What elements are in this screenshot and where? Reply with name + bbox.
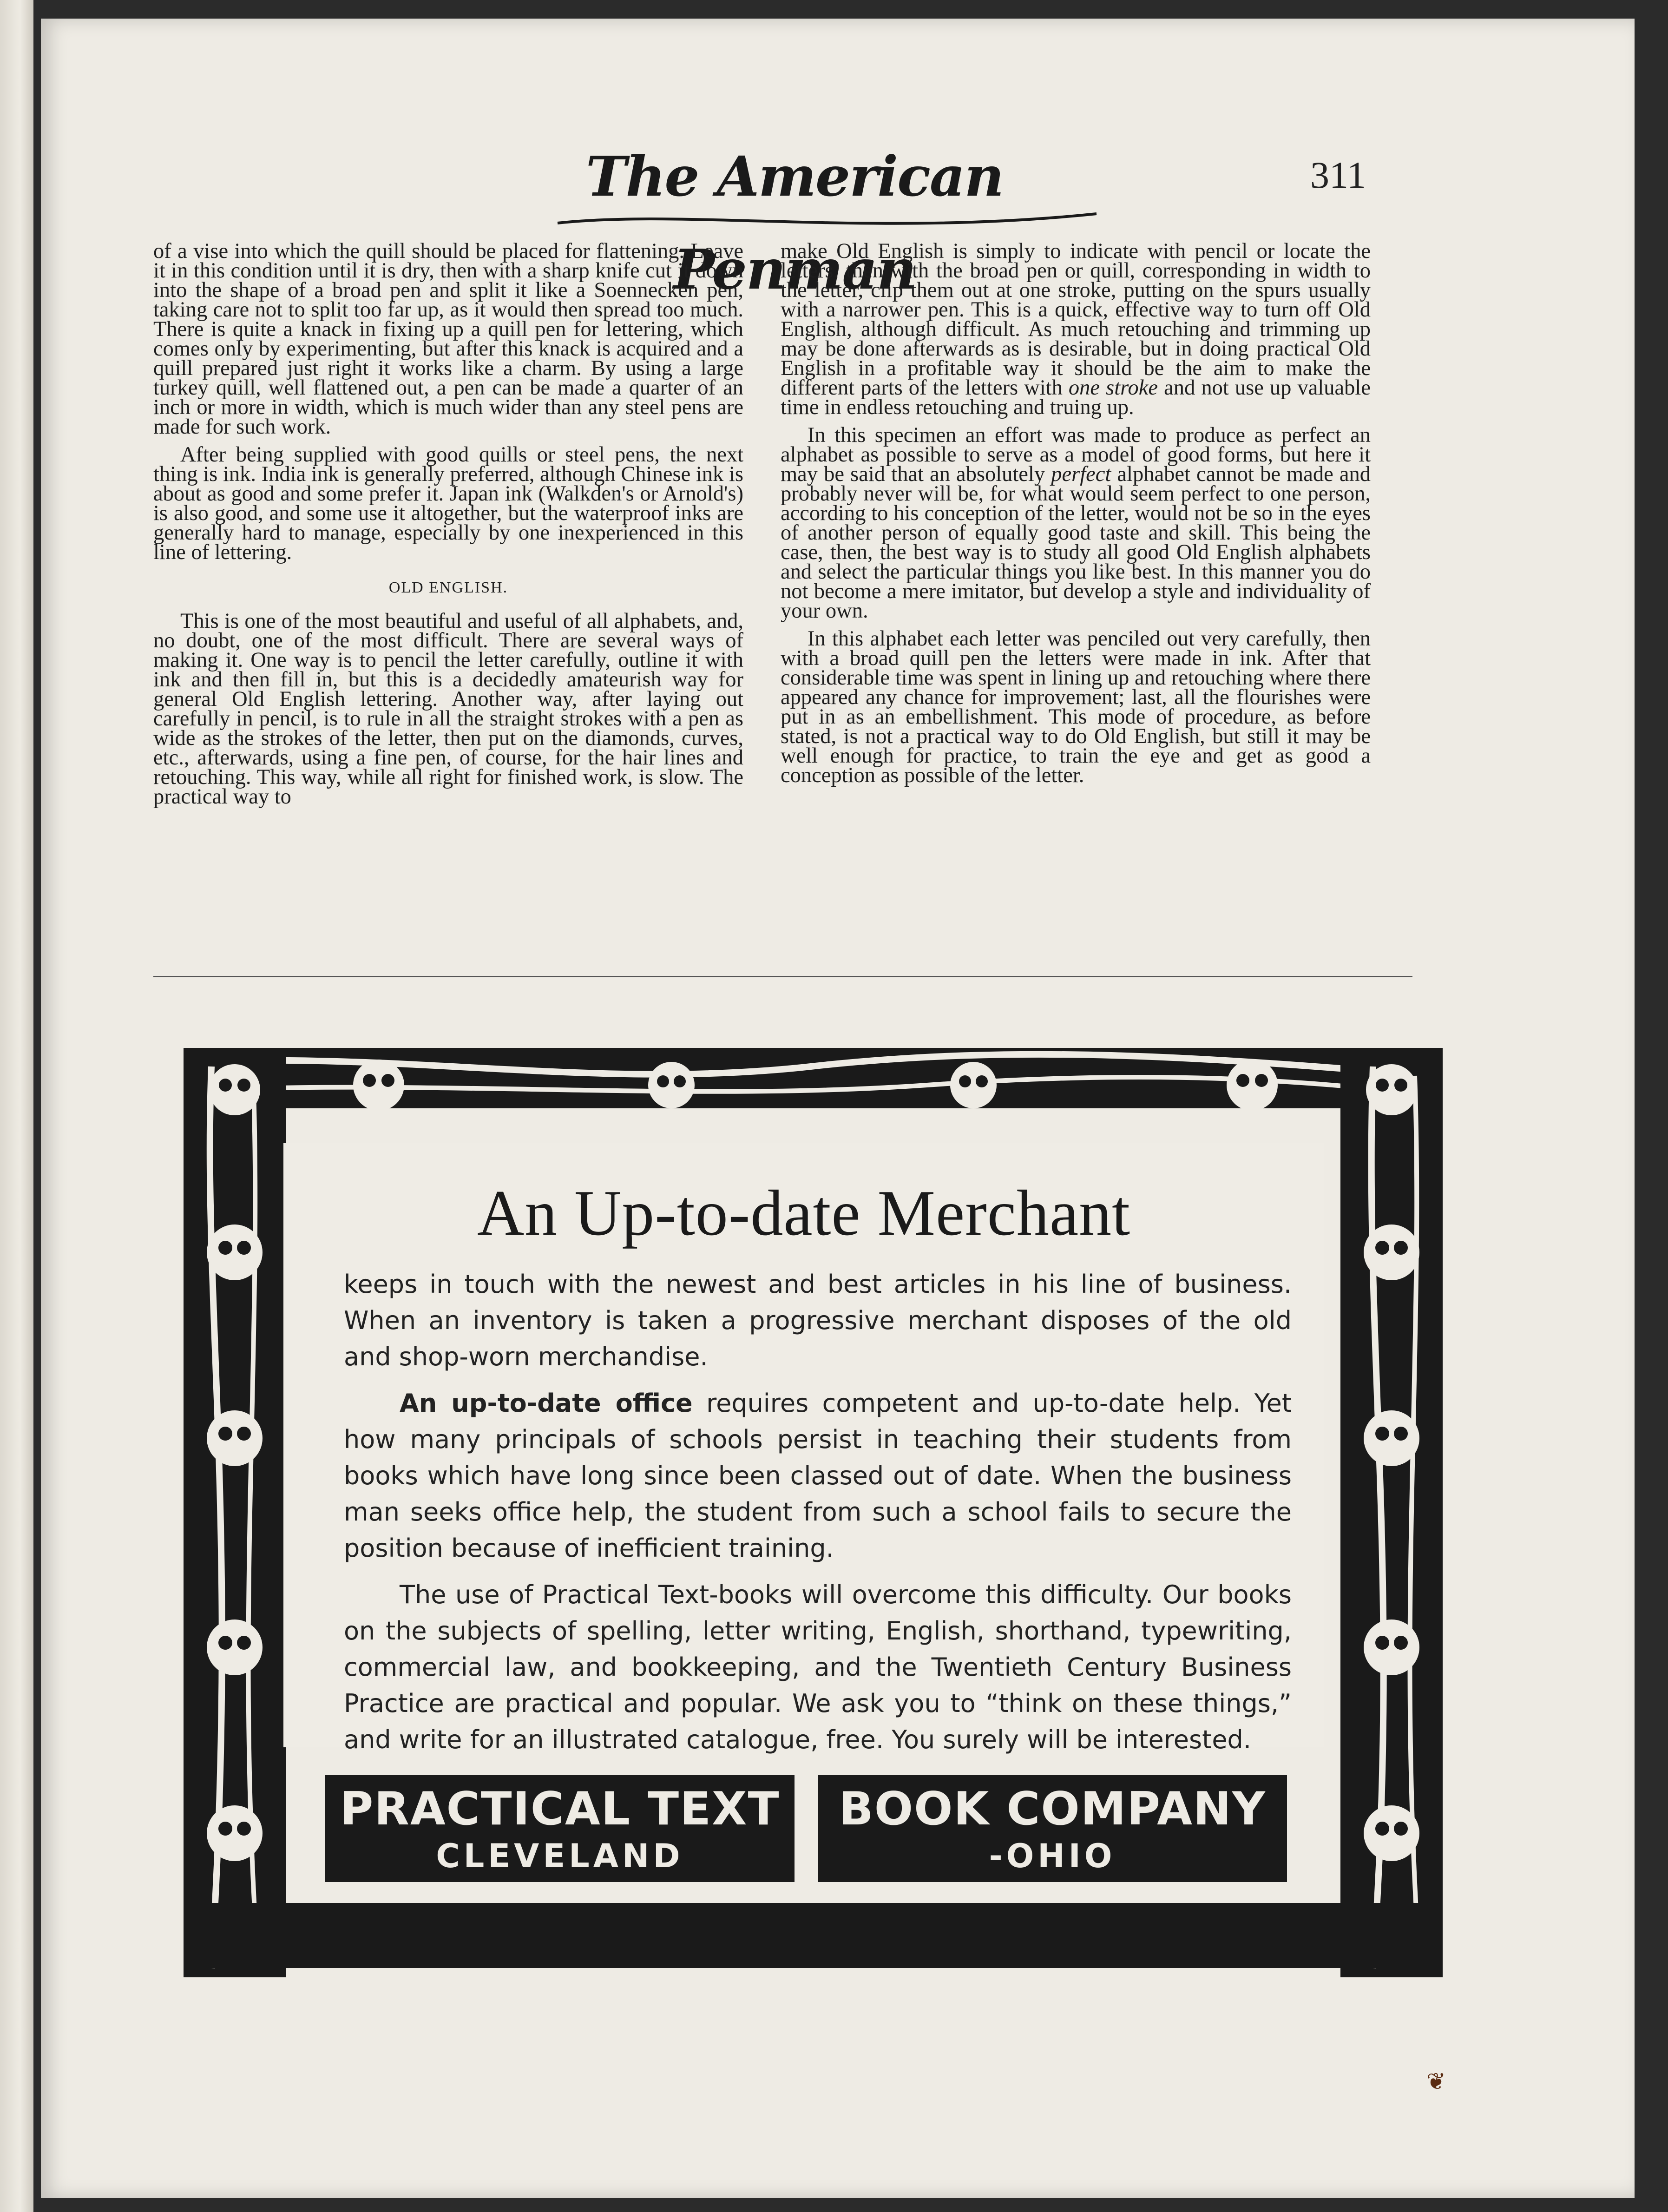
masthead-flourish-icon xyxy=(548,204,1106,232)
article-paragraph: make Old English is simply to indicate with pencil or locate the letters, then with the broad pen or quill, corresponding in width to the letter, clip them out at one stroke, putting on the spurs usually with a narrower pen. This is a quick, effective way to turn off Old English, although difficult. As much retouching and trimming up may be done afterwards as is desirable, but in doing practical Old English in a profitable way it should be the aim to make the different parts of the letters with one stroke and not use up valuable time in endless retouching and truing up. xyxy=(781,239,1371,419)
advertisement-paragraph: An up-to-date office requires competent and up-to-date help. Yet how many principals of schools persist in teaching their students from books which have long since been classed out of date. When the business man seeks office help, the student from such a school fails to secure the position because of inefficient training. xyxy=(344,1389,1292,1563)
advertisement-paragraph: The use of Practical Text-books will overcome this difficulty. Our books on the subjects of spelling, letter writing, English, shorthand, typewriting, commercial law, and bookkeeping, and the Twentieth Century Business Practice are practical and popular. We ask you to “think on these things,” and write for an illustrated catalogue, free. You surely will be interested. xyxy=(344,1580,1292,1754)
masthead-title: The American Penman xyxy=(585,144,1004,302)
banner-line: PRACTICAL TEXT xyxy=(340,1783,780,1836)
emphasis-text: perfect xyxy=(1051,462,1111,486)
previous-page-edge xyxy=(0,0,33,2212)
article-right-column xyxy=(781,239,1371,794)
banner-line: CLEVELAND xyxy=(436,1837,684,1875)
article-paragraph: After being supplied with good quills or steel pens, the next thing is ink. India ink is generally preferred, although Chinese ink is about as good and some prefer it. Japan ink (Walkden's or Arnold's) is also good, and some use it altogether, but the waterproof inks are generally hard to manage, especially by one inexperienced in this line of lettering. xyxy=(153,443,743,564)
company-banner-left xyxy=(325,1775,795,1882)
printer-mark-icon: ❦ xyxy=(1426,2068,1446,2094)
article-paragraph: of a vise into which the quill should be placed for flattening. Leave it in this condition until it is dry, then with a sharp knife cut it down into the shape of a broad pen and split it like a Soennecken pen, taking care not to split too far up, as it would then spread too much. There is quite a knack in fixing up a quill pen for lettering, which comes only by experimenting, but after this knack is acquired and a quill prepared just right it works like a charm. By using a large turkey quill, well flattened out, a pen can be made a quarter of an inch or more in width, which is much wider than any steel pens are made for such work. xyxy=(153,239,743,439)
bold-text: An up-to-date office xyxy=(400,1389,693,1418)
advertisement-title: An Up-to-date Merchant xyxy=(477,1177,1130,1249)
article-paragraph: This is one of the most beautiful and useful of all alphabets, and, no doubt, one of the most difficult. There are several ways of making it. One way is to pencil the letter carefully, outline it with ink and then fill in, but this is a decidedly amateurish way for general Old English lettering. Another way, after laying out carefully in pencil, is to rule in all the straight strokes with a pen as wide as the strokes of the letter, then put on the diamonds, curves, etc., afterwards, using a fine pen, of course, for the hair lines and retouching. This way, while all right for finished work, is slow. The practical way to xyxy=(153,609,743,809)
page-number: 311 xyxy=(1310,154,1366,196)
section-divider xyxy=(153,976,1412,977)
article-left-column xyxy=(153,239,743,815)
article-paragraph: In this specimen an effort was made to produce as perfect an alphabet as possible to serve as a model of good forms, but here it may be said that an absolutely perfect alphabet cannot be made and probably never will be, for what would seem perfect to one person, according to his conception of the letter, would not be so in the eyes of another person of equally good taste and skill. This being the case, then, the best way is to study all good Old English alphabets and select the particular things you like best. In this manner you do not become a mere imitator, but develop a style and individuality of your own. xyxy=(781,423,1371,623)
banner-line: -OHIO xyxy=(989,1837,1116,1875)
emphasis-text: one stroke xyxy=(1068,376,1158,400)
banner-line: BOOK COMPANY xyxy=(839,1783,1266,1836)
company-banner-right xyxy=(818,1775,1287,1882)
article-paragraph: In this alphabet each letter was penciled out very carefully, then with a broad quill pen the letters were made in ink. After that considerable time was spent in lining up and retouching where there appeared any chance for improvement; last, all the flourishes were put in as an embellishment. This mode of procedure, as before stated, is not a practical way to do Old English, but still it may be well enough for practice, to train the eye and get as good a conception as possible of the letter. xyxy=(781,627,1371,787)
advertisement-body xyxy=(344,1266,1292,1768)
advertisement-paragraph: keeps in touch with the newest and best articles in his line of business. When an inventory is taken a progressive merchant disposes of the old and shop-worn merchandise. xyxy=(344,1270,1292,1371)
section-heading: OLD ENGLISH. xyxy=(388,579,508,596)
